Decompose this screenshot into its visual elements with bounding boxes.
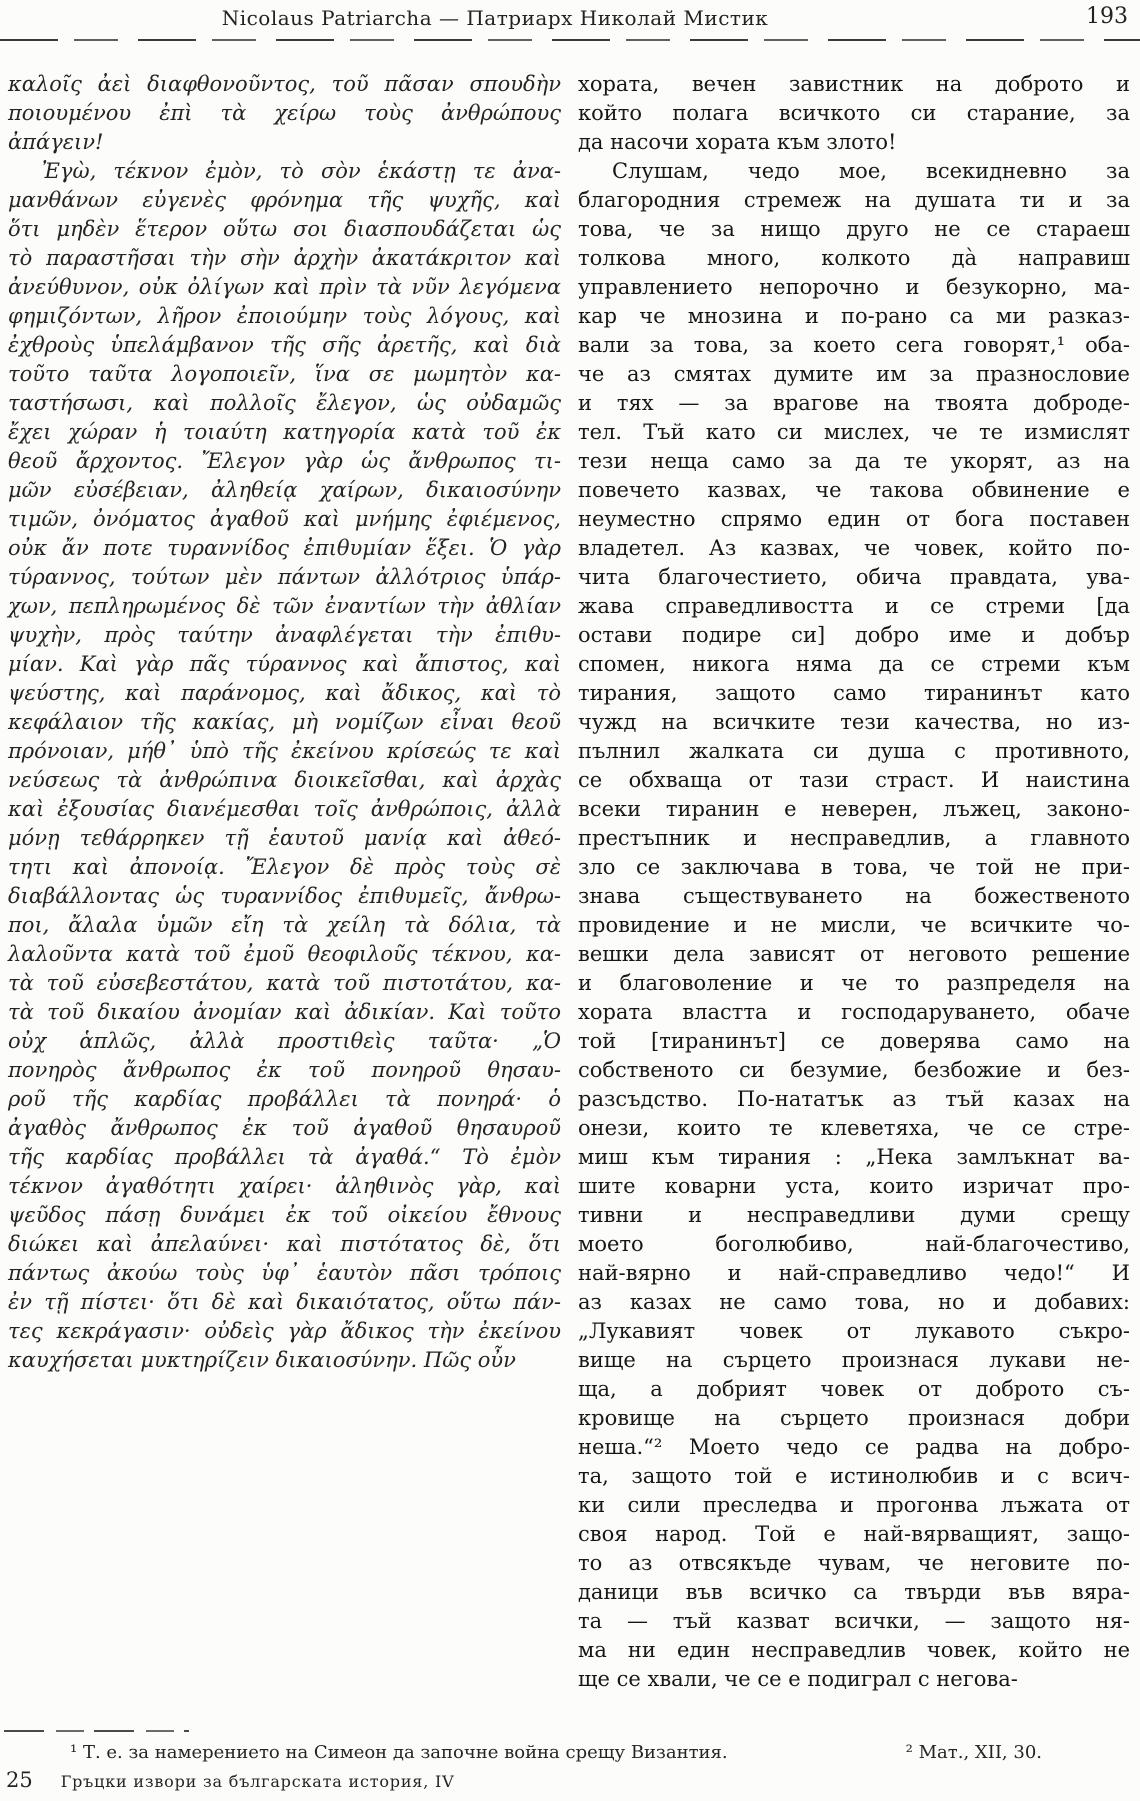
text-line: νεύσεως τὰ ἀνθρώπινα διοικεῖσθαι, καὶ ἀρχὰς — [8, 768, 561, 792]
text-line: ψεῦδος πάσῃ δυνάμει ἐκ τοῦ οἰκείου ἔθνους — [8, 1203, 561, 1227]
text-line: управлението непорочно и безукорно, ма- — [578, 275, 1130, 299]
text-line: собственото си безумие, безбожие и без- — [578, 1058, 1130, 1082]
text-line: който полага всичкото си старание, за — [578, 101, 1130, 125]
text-line: οὐκ ἄν ποτε τυραννίδος ἐπιθυμίαν ἕξει. Ὁ γὰρ — [8, 536, 561, 560]
text-line: ἀγαθὸς ἄνθρωπος ἐκ τοῦ ἀγαθοῦ θησαυροῦ — [8, 1116, 561, 1140]
text-line: λαλοῦντα κατὰ τοῦ ἐμοῦ θεοφιλοῦς τέκνου, κα- — [8, 942, 561, 966]
text-line: шите коварни уста, които изричат про- — [578, 1174, 1130, 1198]
text-line: и тях — за врагове на твоята доброде- — [578, 391, 1130, 415]
text-line: ροῦ τῆς καρδίας προβάλλει τὰ πονηρά· ὁ — [8, 1087, 561, 1111]
text-line: ма ни един несправедлив човек, който не — [578, 1638, 1130, 1662]
text-line: чита благочестието, обича правдата, ува- — [578, 565, 1130, 589]
text-line: и благоволение и че то разпределя на — [578, 971, 1130, 995]
text-line: аз казах не само това, но и добавих: — [578, 1290, 1130, 1314]
text-line: престъпник и несправедлив, а главното — [578, 826, 1130, 850]
footnote-2: ² Мат., XII, 30. — [905, 1742, 1042, 1763]
text-line: неуместно спрямо един от бога поставен — [578, 507, 1130, 531]
text-line: моето боголюбиво, най-благочестиво, — [578, 1232, 1130, 1256]
text-line: τοῦτο ταῦτα λογοποιεῖν, ἵνα σε μωμητὸν κα- — [8, 362, 561, 386]
text-line: вешки дела зависят от неговото решение — [578, 942, 1130, 966]
text-line: неша.“² Моето чедо се радва на добро- — [578, 1435, 1130, 1459]
text-line: той [тиранинът] се доверява само на — [578, 1029, 1130, 1053]
text-line: ταστήσωσι, καὶ πολλοῖς ἔλεγον, ὡς οὐδαμῶς — [8, 391, 561, 415]
text-line: ще се хвали, че се е подиграл с негова- — [578, 1667, 1018, 1691]
text-line: „Лукавият човек от лукавото съкро- — [578, 1319, 1130, 1343]
text-line: καὶ ἐξουσίας διανέμεσθαι τοῖς ἀνθρώποις, ἀλλὰ — [8, 797, 561, 821]
text-line: μῶν εὐσέβειαν, ἀληθείᾳ χαίρων, δικαιοσύνην — [8, 478, 561, 502]
footnote-rule — [4, 1730, 189, 1732]
text-line: да насочи хората към злото! — [578, 130, 897, 154]
text-line: καλοῖς ἀεὶ διαφθονοῦντος, τοῦ πᾶσαν σπουδὴν — [8, 72, 561, 96]
text-line: τῆς καρδίας προβάλλει τὰ ἀγαθά.“ Τὸ ἐμὸν — [8, 1145, 561, 1169]
text-line: τὰ τοῦ δικαίου ἀνομίαν καὶ ἀδικίαν. Καὶ τοῦτο — [8, 1000, 561, 1024]
header-rule — [0, 39, 1140, 41]
text-line: τιμῶν, ὀνόματος ἀγαθοῦ καὶ μνήμης ἐφιέμενος, — [8, 507, 561, 531]
text-line: ψεύστης, καὶ παράνομος, καὶ ἄδικος, καὶ τὸ — [8, 681, 561, 705]
text-line: ἐχθροὺς ὑπελάμβανον τῆς σῆς ἀρετῆς, καὶ διὰ — [8, 333, 561, 357]
text-line: διαβάλλοντας ὡς τυραννίδος ἐπιθυμεῖς, ἄνθρω- — [8, 884, 561, 908]
text-line: тивни и несправедливи думи срещу — [578, 1203, 1130, 1227]
text-line: владетел. Аз казвах, че човек, който по- — [578, 536, 1130, 560]
text-line: всеки тиранин е неверен, лъжец, законо- — [578, 797, 1130, 821]
text-line: μανθάνων εὐγενὲς φρόνημα τῆς ψυχῆς, καὶ — [8, 188, 561, 212]
text-line: благородния стремеж на душата ти и за — [578, 188, 1130, 212]
text-line: жава справедливостта и се стреми [да — [578, 594, 1130, 618]
text-line: τὰ τοῦ εὐσεβεστάτου, κατὰ τοῦ πιστοτάτου, κα- — [8, 971, 561, 995]
text-line: даници във всичко са твърди във вяра- — [578, 1580, 1130, 1604]
text-line: то аз отвсякъде чувам, че неговите по- — [578, 1551, 1130, 1575]
text-line: тирания, защото само тиранинът като — [578, 681, 1130, 705]
text-line: Ἐγὼ, τέκνον ἐμὸν, τὸ σὸν ἑκάστῃ τε ἀνα- — [42, 159, 561, 183]
text-line: тези неща само за да те укорят, аз на — [578, 449, 1130, 473]
text-line: кар че мнозина и по-рано са ми разказ- — [578, 304, 1130, 328]
text-line: οὐχ ἁπλῶς, ἀλλὰ προστιθεὶς ταῦτα· „Ὁ — [8, 1029, 561, 1053]
text-line: τες κεκράγασιν· οὐδεὶς γὰρ ἄδικος τὴν ἐκείνου — [8, 1319, 561, 1343]
text-line: това, че за нищо друго не се стараеш — [578, 217, 1130, 241]
text-line: та, защото той е истинолюбив и с всич- — [578, 1464, 1130, 1488]
text-line: зло се заключава в това, че той не при- — [578, 855, 1130, 879]
text-line: χων, πεπληρωμένος δὲ τῶν ἐναντίων τὴν ἀθλίαν — [8, 594, 561, 618]
text-line: ки сили преследва и прогонва лъжата от — [578, 1493, 1130, 1517]
text-line: спомен, никога няма да се стреми към — [578, 652, 1130, 676]
series-title: Гръцки извори за българската история, IV — [60, 1772, 455, 1791]
footnote-1: ¹ Т. е. за намерението на Симеон да започне война срещу Византия. — [70, 1742, 728, 1763]
text-line: καυχήσεται μυκτηρίζειν δικαιοσύνην. Πῶς οὖν — [8, 1348, 516, 1372]
text-line: та — тъй казват всички, — защото ня- — [578, 1609, 1130, 1633]
text-line: πονηρὸς ἄνθρωπος ἐκ τοῦ πονηροῦ θησαυ- — [8, 1058, 561, 1082]
signature-number: 25 — [6, 1768, 33, 1792]
text-line: хората властта и господаруването, обаче — [578, 1000, 1130, 1024]
text-line: ὅτι μηδὲν ἕτερον οὕτω σοι διασπουδάζεται ὡς — [8, 217, 561, 241]
text-line: знава съществуването на божественото — [578, 884, 1130, 908]
text-line: толкова много, колкото да̀ направиш — [578, 246, 1130, 270]
text-line: ща, а добрият човек от доброто съ- — [578, 1377, 1130, 1401]
text-line: провидение и не мисли, че всичките чо- — [578, 913, 1130, 937]
text-line: μόνῃ τεθάρρηκεν τῇ ἑαυτοῦ μανίᾳ καὶ ἀθεό- — [8, 826, 561, 850]
text-line: остави подире си] добро име и добър — [578, 623, 1130, 647]
text-line: тел. Тъй като си мислех, че те измислят — [578, 420, 1130, 444]
text-line: διώκει καὶ ἀπελαύνει· καὶ πιστότατος δὲ, ὅτι — [8, 1232, 561, 1256]
text-line: че аз смятах думите им за празнословие — [578, 362, 1130, 386]
text-line: ψυχὴν, πρὸς ταύτην ἀναφλέγεται τὴν ἐπιθυ- — [8, 623, 561, 647]
text-line: ἀπάγειν! — [8, 130, 104, 154]
text-line: πρόνοιαν, μήθ᾽ ὑπὸ τῆς ἐκείνου κρίσεώς τε καὶ — [8, 739, 561, 763]
text-line: повечето казвах, че такова обвинение е — [578, 478, 1130, 502]
text-line: чужд на всичките тези качества, но из- — [578, 710, 1130, 734]
text-line: πάντως ἀκούω τοὺς ὑφ᾽ ἑαυτὸν πᾶσι τρόποις — [8, 1261, 561, 1285]
text-line: κεφάλαιον τῆς κακίας, μὴ νομίζων εἶναι θεοῦ — [8, 710, 561, 734]
text-line: най-вярно и най-справедливо чедо!“ И — [578, 1261, 1130, 1285]
text-line: μίαν. Καὶ γὰρ πᾶς τύραννος καὶ ἄπιστος, καὶ — [8, 652, 561, 676]
text-line: τέκνον ἀγαθότητι χαίρει· ἀληθινὸς γὰρ, καὶ — [8, 1174, 561, 1198]
greek-text-column — [8, 70, 561, 1375]
text-line: θεοῦ ἄρχοντος. Ἔλεγον γὰρ ὡς ἄνθρωπος τι- — [8, 449, 561, 473]
text-line: ποι, ἄλαλα ὑμῶν εἴη τὰ χείλη τὰ δόλια, τὰ — [8, 913, 561, 937]
text-line: φημιζόντων, λῆρον ἐποιούμην τοὺς λόγους, καὶ — [8, 304, 561, 328]
running-head-title: Nicolaus Patriarcha — Патриарх Николай Мистик — [221, 6, 769, 30]
page-number: 193 — [1086, 4, 1128, 29]
text-line: ἔχει χώραν ἡ τοιαύτη κατηγορία κατὰ τοῦ ἐκ — [8, 420, 561, 444]
text-line: τὸ παραστῆσαι τὴν σὴν ἀρχὴν ἀκατάκριτον καὶ — [8, 246, 561, 270]
text-line: онези, които те клеветяха, че се стре- — [578, 1116, 1130, 1140]
text-line: τητι καὶ ἀπονοίᾳ. Ἔλεγον δὲ πρὸς τοὺς σὲ — [8, 855, 561, 879]
text-line: миш към тирания : „Нека замлъкнат ва- — [578, 1145, 1130, 1169]
text-line: ἀνεύθυνον, οὐκ ὀλίγων καὶ πρὶν τὰ νῦν λεγόμενα — [8, 275, 561, 299]
text-line: разсъдство. По-нататък аз тъй казах на — [578, 1087, 1130, 1111]
text-line: τύραννος, τούτων μὲν πάντων ἀλλότριος ὑπάρ- — [8, 565, 561, 589]
text-line: кровище на сърцето произнася добри — [578, 1406, 1130, 1430]
text-line: ποιουμένου ἐπὶ τὰ χείρω τοὺς ἀνθρώπους — [8, 101, 561, 125]
bulgarian-text-column — [578, 70, 1130, 1694]
footnote-row — [70, 1742, 1042, 1763]
text-line: Слушам, чедо мое, всекидневно за — [612, 159, 1130, 183]
text-line: ἐν τῇ πίστει· ὅτι δὲ καὶ δικαιότατος, οὕτω πάν- — [8, 1290, 561, 1314]
text-line: се обхваща от тази страст. И наистина — [578, 768, 1130, 792]
text-line: хората, вечен завистник на доброто и — [578, 72, 1130, 96]
text-line: своя народ. Той е най-вярващият, защо- — [578, 1522, 1130, 1546]
text-line: вище на сърцето произнася лукави не- — [578, 1348, 1130, 1372]
text-line: вали за това, за което сега говорят,¹ оба- — [578, 333, 1130, 357]
page-footer — [6, 1768, 454, 1792]
text-line: пълнил жалката си душа с противното, — [578, 739, 1130, 763]
